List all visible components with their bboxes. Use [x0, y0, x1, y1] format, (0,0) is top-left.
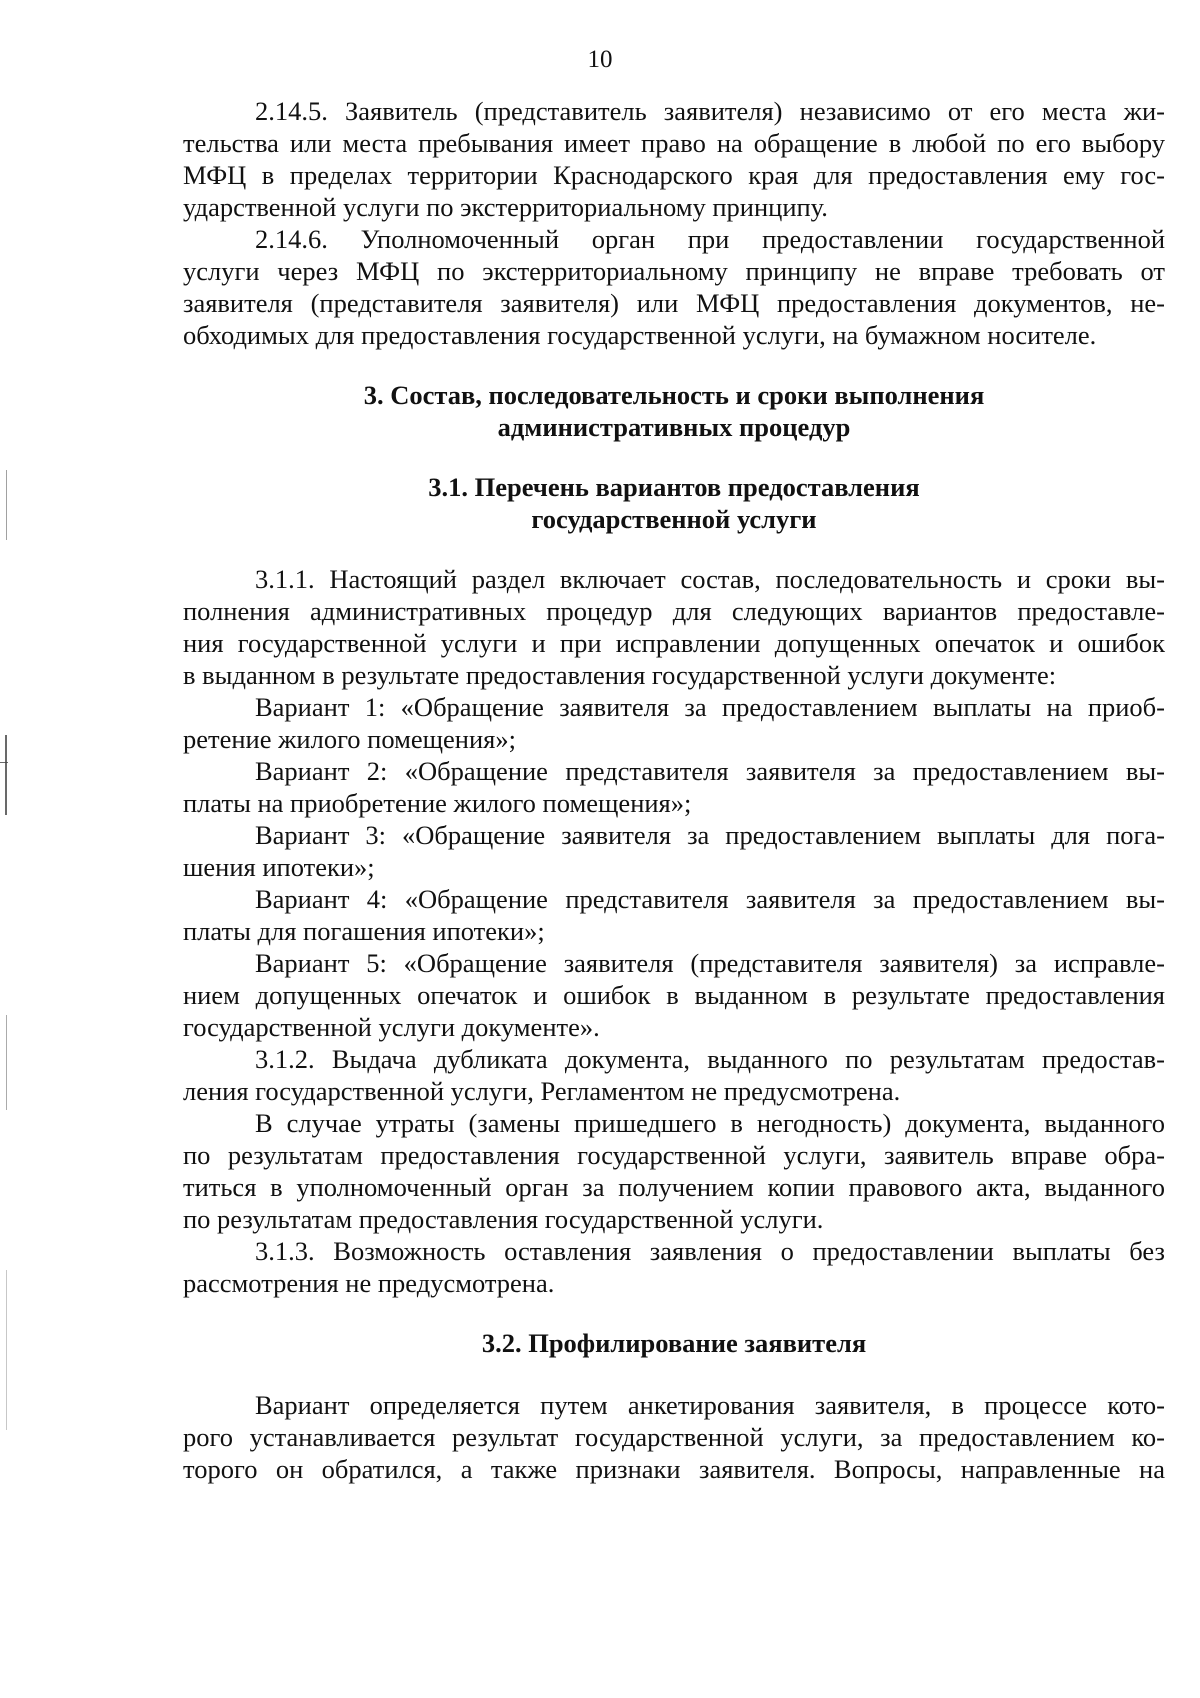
text-line: Вариант 4: «Обращение представителя заявителя за предоставлением вы-: [255, 884, 1165, 914]
text-line: ударственной услуги по экстерриториальному принципу.: [183, 192, 828, 222]
text-line: рассмотрения не предусмотрена.: [183, 1268, 555, 1298]
text-line: платы для погашения ипотеки»;: [183, 916, 545, 946]
text-line: Вариант 1: «Обращение заявителя за предоставлением выплаты на приоб-: [255, 692, 1165, 722]
text-line: ления государственной услуги, Регламентом не предусмотрена.: [183, 1076, 901, 1106]
page-number: 10: [587, 46, 613, 73]
text-line: государственной услуги документе».: [183, 1012, 600, 1042]
scan-margin-mark: [6, 1015, 7, 1110]
text-line: в выданном в результате предоставления государственной услуги документе:: [183, 660, 1057, 690]
text-line: В случае утраты (замены пришедшего в негодность) документа, выданного: [255, 1108, 1165, 1138]
text-line: тельства или места пребывания имеет право на обращение в любой по его выбору: [183, 128, 1165, 158]
text-line: титься в уполномоченный орган за получением копии правового акта, выданного: [183, 1172, 1165, 1202]
heading-line: 3.1. Перечень вариантов предоставления: [428, 472, 920, 502]
heading-line: государственной услуги: [531, 504, 817, 534]
heading-line: 3. Состав, последовательность и сроки выполнения: [363, 380, 985, 410]
text-line: нием допущенных опечаток и ошибок в выданном в результате предоставления: [183, 980, 1165, 1010]
text-line: Вариант 3: «Обращение заявителя за предоставлением выплаты для пога-: [255, 820, 1165, 850]
scan-margin-mark: [0, 762, 8, 763]
section-3-2-heading: 3.2. Профилирование заявителя: [481, 1328, 867, 1358]
text-line: по результатам предоставления государственной услуги, заявитель вправе обра-: [183, 1140, 1165, 1170]
text-line: шения ипотеки»;: [183, 852, 375, 882]
text-line: Вариант 5: «Обращение заявителя (представителя заявителя) за исправле-: [255, 948, 1165, 978]
text-line: обходимых для предоставления государственной услуги, на бумажном носителе.: [183, 320, 1097, 350]
text-line: 3.1.2. Выдача дубликата документа, выданного по результатам предостав-: [255, 1044, 1165, 1074]
text-line: 2.14.5. Заявитель (представитель заявителя) независимо от его места жи-: [255, 96, 1165, 126]
text-line: 2.14.6. Уполномоченный орган при предоставлении государственной: [255, 224, 1165, 254]
scan-margin-mark: [6, 1270, 7, 1430]
text-line: заявителя (представителя заявителя) или МФЦ предоставления документов, не-: [183, 288, 1165, 318]
text-line: ния государственной услуги и при исправлении допущенных опечаток и ошибок: [183, 628, 1165, 658]
text-line: рого устанавливается результат государственной услуги, за предоставлением ко-: [183, 1422, 1165, 1452]
heading-line: административных процедур: [497, 412, 851, 442]
text-line: МФЦ в пределах территории Краснодарского края для предоставления ему гос-: [183, 160, 1165, 190]
text-line: Вариант 2: «Обращение представителя заявителя за предоставлением вы-: [255, 756, 1165, 786]
text-line: торого он обратился, а также признаки заявителя. Вопросы, направленные на: [183, 1454, 1165, 1484]
text-line: 3.1.1. Настоящий раздел включает состав, последовательность и сроки вы-: [255, 564, 1165, 594]
text-line: платы на приобретение жилого помещения»;: [183, 788, 692, 818]
text-line: Вариант определяется путем анкетирования заявителя, в процессе кото-: [255, 1390, 1165, 1420]
scan-margin-mark: [6, 470, 7, 540]
text-line: полнения административных процедур для следующих вариантов предоставле-: [183, 596, 1165, 626]
scan-margin-mark: [5, 735, 7, 815]
text-line: услуги через МФЦ по экстерриториальному принципу не вправе требовать от: [183, 256, 1165, 286]
text-line: ретение жилого помещения»;: [183, 724, 516, 754]
text-line: по результатам предоставления государственной услуги.: [183, 1204, 824, 1234]
text-line: 3.1.3. Возможность оставления заявления о предоставлении выплаты без: [255, 1236, 1165, 1266]
